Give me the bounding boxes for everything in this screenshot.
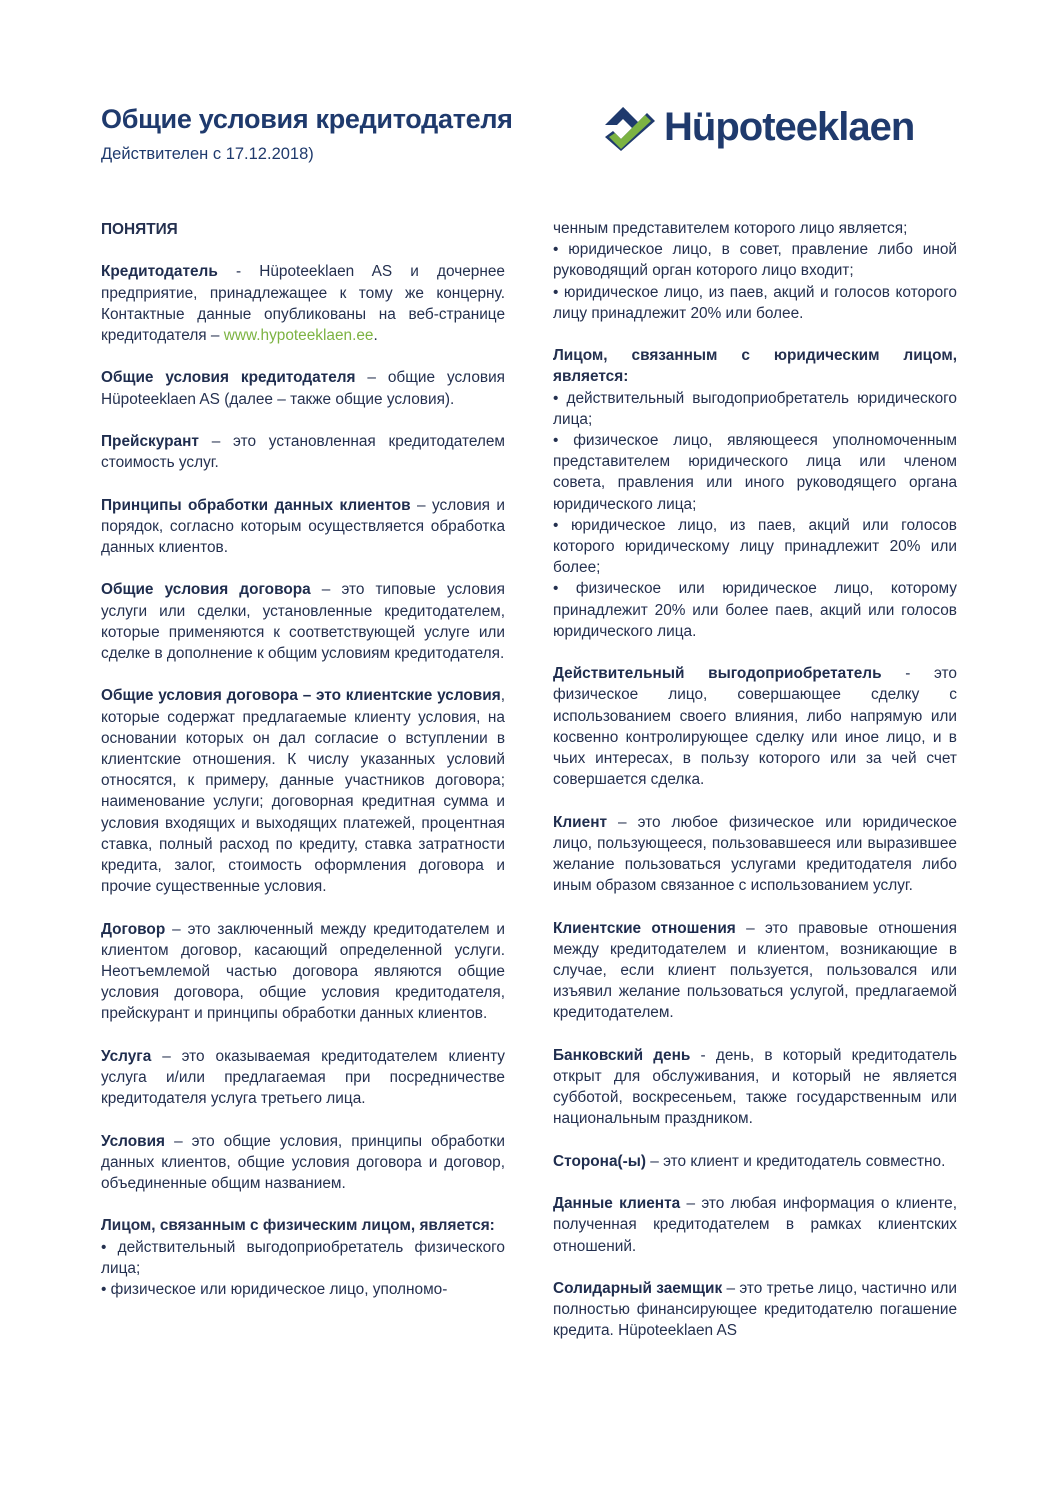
definition-client-relations: Клиентские отношения – это правовые отношения между кредитодателем и клиентом, возникающие в случае, если клиент пользуется, пользовался или изъявил желание пользоваться услугой, предлагаемой кредитодателем.: [553, 919, 957, 1022]
term: Кредитодатель: [101, 263, 218, 281]
definition-general-terms: Общие условия кредитодателя – общие условия Hüpoteeklaen AS (далее – также общие условия).: [101, 369, 506, 408]
definition-bank-day: Банковский день - день, в который кредитодатель открыт для обслуживания, и который не является субботой, воскресеньем, также государственным или национальным праздником.: [553, 1046, 957, 1128]
related-natural-heading: Лицом, связанным с физическим лицом, является:: [101, 1217, 495, 1235]
term: Условия: [101, 1132, 166, 1150]
definition-client-terms: Общие условия договора – это клиентские условия, которые содержат предлагаемые клиенту условия, на основании которых он дал согласие о вступлении в клиентские отношения. К числу указанных условий относятся, к примеру, данные участников договора; наименование услуги; договорная кредитная сумма и условия входящих и выходящих платежей, процентная ставка, полный расход по кредиту, ставка затратности кредита, залог, стоимость оформления договора и прочие существенные условия.: [101, 687, 505, 896]
list-item: • действительный выгодоприобретатель физического лица;: [101, 1238, 505, 1277]
definition-beneficiary: Действительный выгодоприобретатель - это физическое лицо, совершающее сделку с использованием своего влияния, либо напрямую или косвенно контролирующее сделку или иное лицо, и в чьих интересах, в пользу которого или за чей счет совершается сделка.: [553, 665, 957, 789]
definition-client-data: Данные клиента – это любая информация о клиенте, полученная кредитодателем в рамках клиентских отношений.: [553, 1195, 958, 1255]
term: Услуга: [101, 1047, 152, 1065]
left-column: [101, 219, 505, 1300]
company-logo: [601, 103, 914, 151]
page-title: Общие условия кредитодателя: [101, 104, 513, 134]
term: Договор: [101, 920, 166, 938]
term: Общие условия договора: [101, 581, 311, 599]
definition-creditor: Кредитодатель - Hüpoteeklaen AS и дочернее предприятие, принадлежащее к тому же концерну. Контактные данные опубликованы на веб-странице кредитодателя – www.hypoteeklaen.ee.: [101, 263, 505, 344]
house-check-icon: [601, 103, 659, 151]
website-link[interactable]: www.hypoteeklaen.ee: [223, 327, 374, 344]
term: Принципы обработки данных клиентов: [101, 496, 411, 514]
term: Общие условия кредитодателя: [101, 369, 356, 387]
definition-co-borrower: Солидарный заемщик – это третье лицо, частично или полностью финансирующее кредитодателю погашение кредита. Hüpoteeklaen AS: [553, 1280, 957, 1340]
right-column: [553, 218, 957, 1342]
definition-party: Сторона(-ы) – это клиент и кредитодатель совместно.: [553, 1152, 946, 1170]
list-item: • действительный выгодоприобретатель юридического лица;: [553, 389, 957, 428]
definition-related-legal: [553, 345, 957, 642]
list-item: • юридическое лицо, из паев, акций и голосов которого лицу принадлежит 20% или более.: [553, 283, 957, 322]
definition-conditions: Условия – это общие условия, принципы обработки данных клиентов, общие условия договора и договор, объединенные общим названием.: [101, 1132, 505, 1192]
list-item: • физическое или юридическое лицо, которому принадлежит 20% или более паев, акций или голосов юридического лица.: [553, 580, 957, 640]
term: Клиентские отношения: [553, 919, 736, 937]
definition-contract: Договор – это заключенный между кредитодателем и клиентом договор, касающий определенной услуги. Неотъемлемой частью договора являются общие условия договора, общие условия кредитодателя, прейскурант и принципы обработки данных клиентов.: [101, 920, 505, 1023]
list-item: • юридическое лицо, из паев, акций или голосов которого юридическому лицу принадлежит 20% или более;: [553, 516, 957, 577]
logo-wordmark: Hüpoteeklaen: [664, 105, 915, 149]
related-legal-heading: Лицом, связанным с юридическим лицом, является:: [553, 347, 957, 386]
term: Клиент: [553, 813, 608, 831]
definition-service: Услуга – это оказываемая кредитодателем клиенту услуга и/или предлагаемая при посредничестве кредитодателя услуга третьего лица.: [101, 1047, 505, 1108]
term: Солидарный заемщик: [553, 1280, 723, 1298]
list-item: • юридическое лицо, в совет, правление либо иной руководящий орган которого лицо входит;: [553, 241, 957, 280]
page-subtitle: Действителен с 17.12.2018): [101, 145, 314, 163]
list-item: • физическое лицо, являющееся уполномоченным представителем юридического лица или членом совета, правления или иного руководящего органа юридического лица;: [553, 432, 957, 513]
definition-related-natural: [101, 1215, 505, 1300]
list-item: ченным представителем которого лицо является;: [553, 220, 908, 237]
definition-contract-terms: Общие условия договора – это типовые условия услуги или сделки, установленные кредитодателем, которые применяются к соответствующей услуге или сделке в дополнение к общим условиям кредитодателя.: [101, 581, 505, 662]
term: Общие условия договора – это клиентские условия: [101, 687, 501, 705]
term: Прейскурант: [101, 432, 199, 450]
related-natural-continued: [553, 218, 957, 324]
definition-client: Клиент – это любое физическое или юридическое лицо, пользующееся, пользовавшееся или выразившее желание пользоваться услугами кредитодателя либо иным образом связанное с использованием услуг.: [553, 813, 957, 895]
term: Сторона(-ы): [553, 1152, 647, 1170]
section-heading: ПОНЯТИЯ: [101, 221, 178, 238]
list-item: • физическое или юридическое лицо, уполномо-: [101, 1281, 448, 1298]
term: Действительный выгодоприобретатель: [553, 665, 882, 683]
definition-pricelist: Прейскурант – это установленная кредитодателем стоимость услуг.: [101, 432, 505, 472]
term: Банковский день: [553, 1046, 691, 1064]
term: Данные клиента: [553, 1195, 681, 1213]
definition-principles: Принципы обработки данных клиентов – условия и порядок, согласно которым осуществляется обработка данных клиентов.: [101, 496, 505, 556]
